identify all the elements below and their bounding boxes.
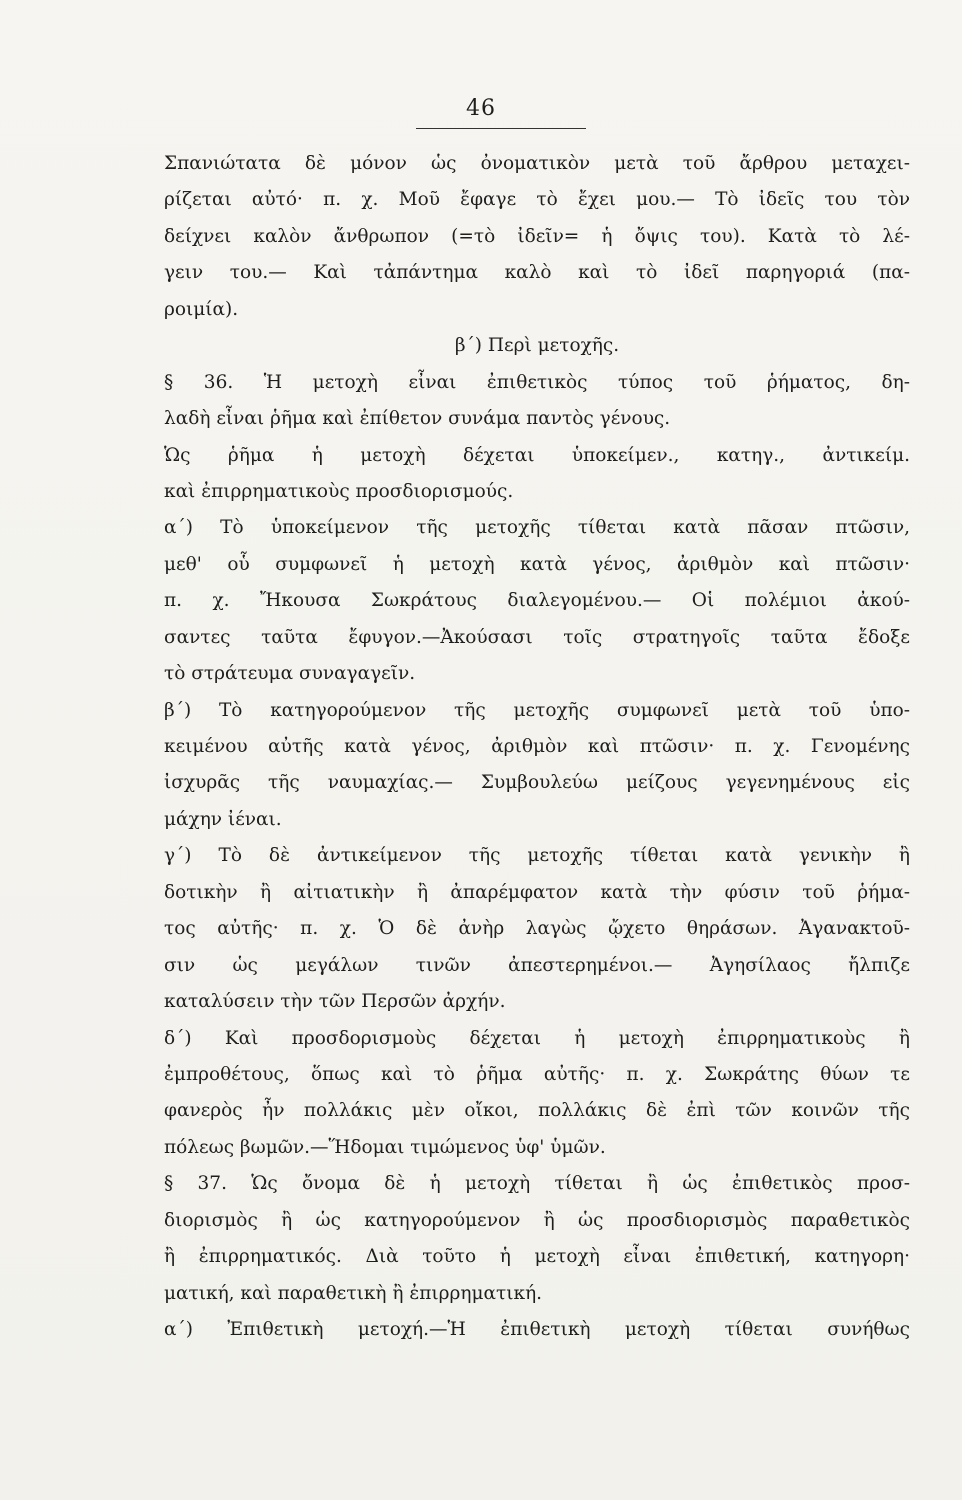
text-line: § 36. Ἡ μετοχὴ εἶναι ἐπιθετικὸς τύπος τοῦ ῥήματος, δη- xyxy=(164,371,910,393)
text-line: δ΄) Καὶ προσδορισμοὺς δέχεται ἡ μετοχὴ ἐπιρρηματικοὺς ἢ xyxy=(164,1027,910,1049)
text-line: ροιμία). xyxy=(164,298,239,320)
body-text xyxy=(164,146,910,1348)
text-line: δοτικὴν ἢ αἰτιατικὴν ἢ ἀπαρέμφατον κατὰ τὴν φύσιν τοῦ ῥήμα- xyxy=(164,881,910,903)
text-line: β΄) Τὸ κατηγορούμενον τῆς μετοχῆς συμφωνεῖ μετὰ τοῦ ὑπο- xyxy=(164,699,910,721)
text-line: καταλύσειν τὴν τῶν Περσῶν ἀρχήν. xyxy=(164,991,506,1013)
text-line: ματική, καὶ παραθετικὴ ἢ ἐπιρρηματική. xyxy=(164,1282,543,1304)
text-line: διορισμὸς ἢ ὡς κατηγορούμενον ἢ ὡς προσδιορισμὸς παραθετικὸς xyxy=(164,1209,910,1231)
text-line: μεθ' οὗ συμφωνεῖ ἡ μετοχὴ κατὰ γένος, ἀριθμὸν καὶ πτῶσιν· xyxy=(164,553,910,575)
text-line: α΄) Ἐπιθετικὴ μετοχή.—Ἡ ἐπιθετικὴ μετοχὴ τίθεται συνήθως xyxy=(164,1319,910,1340)
text-line: Ὡς ῥῆμα ἡ μετοχὴ δέχεται ὑποκείμεν., κατηγ., ἀντικείμ. xyxy=(164,444,910,466)
text-line: τὸ στράτευμα συναγαγεῖν. xyxy=(164,663,416,685)
text-line: κειμένου αὐτῆς κατὰ γένος, ἀριθμὸν καὶ πτῶσιν· π. χ. Γενομένης xyxy=(164,736,910,757)
text-line: καὶ ἐπιρρηματικοὺς προσδιορισμούς. xyxy=(164,480,514,502)
text-line: Σπανιώτατα δὲ μόνον ὡς ὀνοματικὸν μετὰ τοῦ ἄρθρου μεταχει- xyxy=(164,153,910,174)
text-line: φανερὸς ἦν πολλάκις μὲν οἴκοι, πολλάκις δὲ ἐπὶ τῶν κοινῶν τῆς xyxy=(164,1100,910,1122)
text-line: ἐμπροθέτους, ὅπως καὶ τὸ ῥῆμα αὐτῆς· π. χ. Σωκράτης θύων τε xyxy=(164,1063,910,1085)
text-line: ἰσχυρᾶς τῆς ναυμαχίας.— Συμβουλεύω μείζους γεγενημένους εἰς xyxy=(164,772,910,794)
text-line: λαδὴ εἶναι ῥῆμα καὶ ἐπίθετον συνάμα παντὸς γένους. xyxy=(164,408,671,430)
text-line: α΄) Τὸ ὑποκείμενον τῆς μετοχῆς τίθεται κατὰ πᾶσαν πτῶσιν, xyxy=(164,517,910,539)
text-line: ρίζεται αὐτό· π. χ. Μοῦ ἔφαγε τὸ ἔχει μου.— Τὸ ἰδεῖς του τὸν xyxy=(164,189,910,211)
text-line: σαντες ταῦτα ἔφυγον.—Ἀκούσασι τοῖς στρατηγοῖς ταῦτα ἔδοξε xyxy=(164,626,910,648)
text-line: σιν ὡς μεγάλων τινῶν ἀπεστερημένοι.— Ἀγησίλαος ἤλπιζε xyxy=(164,954,910,976)
header-rule xyxy=(416,128,586,129)
text-line: γειν του.— Καὶ τἀπάντημα καλὸ καὶ τὸ ἰδεῖ παρηγοριά (πα- xyxy=(164,262,910,284)
text-line: πόλεως βωμῶν.—Ἥδομαι τιμώμενος ὑφ' ὑμῶν. xyxy=(164,1136,606,1158)
text-line: δείχνει καλὸν ἄνθρωπον (=τὸ ἰδεῖν= ἡ ὄψις του). Κατὰ τὸ λέ- xyxy=(164,225,910,247)
text-line: τος αὐτῆς· π. χ. Ὁ δὲ ἀνὴρ λαγὼς ᾤχετο θηράσων. Ἀγανακτοῦ- xyxy=(164,918,910,940)
text-line: π. χ. Ἤκουσα Σωκράτους διαλεγομένου.— Οἱ πολέμιοι ἀκού- xyxy=(164,590,910,612)
text-line: § 37. Ὡς ὄνομα δὲ ἡ μετοχὴ τίθεται ἢ ὡς ἐπιθετικὸς προσ- xyxy=(164,1173,910,1195)
text-line: γ΄) Τὸ δὲ ἀντικείμενον τῆς μετοχῆς τίθεται κατὰ γενικὴν ἢ xyxy=(164,845,910,867)
text-line: μάχην ἰέναι. xyxy=(164,808,282,830)
section-heading: β΄) Περὶ μετοχῆς. xyxy=(454,335,620,357)
text-line: ἢ ἐπιρρηματικός. Διὰ τοῦτο ἡ μετοχὴ εἶναι ἐπιθετική, κατηγορη· xyxy=(164,1246,910,1268)
page-number: 46 xyxy=(466,96,496,121)
